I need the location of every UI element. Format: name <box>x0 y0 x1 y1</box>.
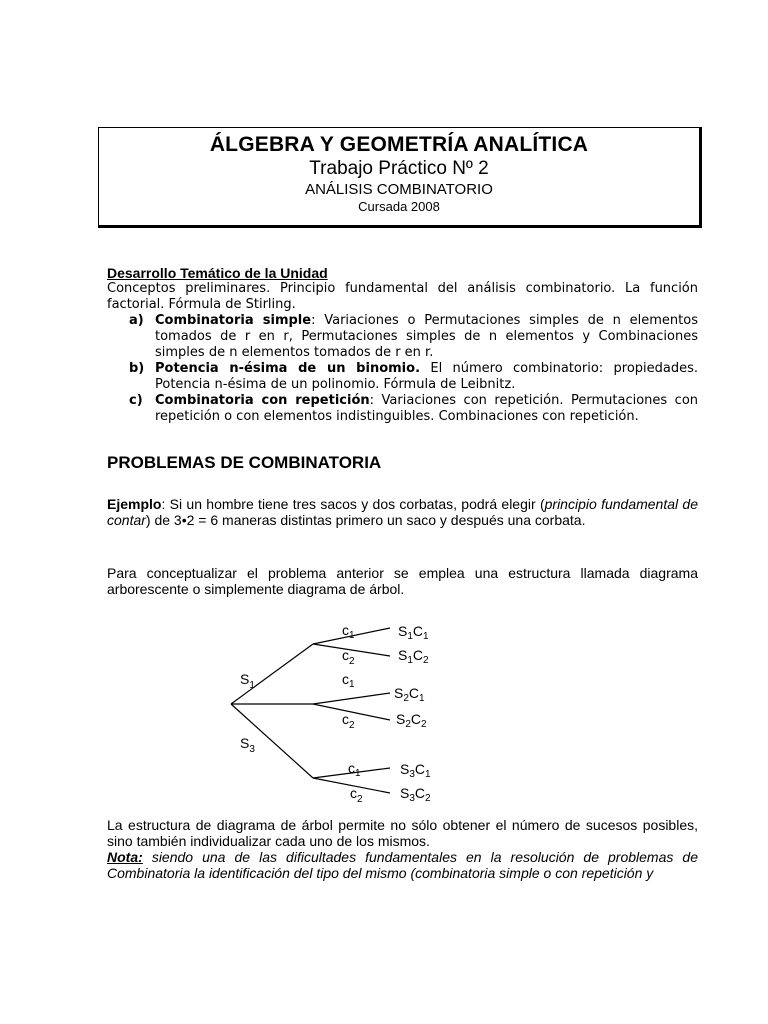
closing-section <box>107 817 698 881</box>
branch-label: $c_2$ <box>342 647 355 667</box>
topic-separator: : <box>311 313 325 328</box>
document-year: Cursada 2008 <box>358 199 440 214</box>
example-text-end: ) de 3•2 = 6 maneras distintas primero un saco y después una corbata. <box>145 512 586 528</box>
note-paragraph <box>107 849 698 881</box>
branch-label: $c_2$ <box>342 711 355 731</box>
branch-label: $c_1$ <box>342 671 355 690</box>
branch-label: $c_1$ <box>348 760 361 779</box>
topic-marker: c) <box>129 393 143 408</box>
note-text: siendo una de las dificultades fundamentales en la resolución de problemas de Combinatoria la identificación del tipo del mismo (combinatoria simple o con repetición y <box>107 849 698 881</box>
tree-leaf: $S_2C_2$ <box>396 711 427 730</box>
topic-label: Combinatoria simple <box>155 313 312 328</box>
topic-text: Variaciones o Permutaciones simples de n elementos tomados de r en r, Permutaciones simples de n elementos y Combinaciones simples de n elementos tomados de r en r. <box>155 313 698 360</box>
topic-marker: b) <box>129 361 145 376</box>
tree-node-s3: $S_3$ <box>240 735 255 755</box>
tree-benefit-paragraph: La estructura de diagrama de árbol permite no sólo obtener el número de sucesos posibles, sino también individualizar cada uno de los mismos. <box>107 817 698 849</box>
tree-leaf: $S_2C_1$ <box>394 685 425 704</box>
topic-label: Potencia n-ésima de un binomio. <box>155 361 421 376</box>
topic-text: El número combinatorio: propiedades. Potencia n-ésima de un polinomio. Fórmula de Leibnitz. <box>155 361 699 392</box>
tree-node-s1: $S_1$ <box>240 671 255 691</box>
branch-label: $c_1$ <box>342 622 355 641</box>
tree-leaf: $S_1C_1$ <box>398 623 429 642</box>
tree-leaf: $S_1C_2$ <box>398 647 429 666</box>
problems-heading: PROBLEMAS DE COMBINATORIA <box>107 453 382 472</box>
tree-leaf: $S_3C_1$ <box>400 761 431 780</box>
development-intro: Conceptos preliminares. Principio fundamental del análisis combinatorio. La función factorial. Fórmula de Stirling. <box>107 281 698 312</box>
topic-marker: a) <box>129 313 144 328</box>
example-italic: principio fundamental de contar <box>107 496 698 528</box>
document-title: ÁLGEBRA Y GEOMETRÍA ANALÍTICA <box>209 133 589 156</box>
topic-separator: : <box>369 393 382 408</box>
topic-text: Variaciones con repetición. Permutaciones con repetición o con elementos indistinguibles. Combinaciones con repetición. <box>155 393 699 424</box>
example-label: Ejemplo <box>107 496 162 512</box>
tree-intro-paragraph: Para conceptualizar el problema anterior se emplea una estructura llamada diagrama arborescente o simplemente diagrama de árbol. <box>107 565 698 597</box>
tree-edge <box>313 693 390 704</box>
document-subtitle: Trabajo Práctico Nº 2 <box>309 158 489 179</box>
branch-label: $c_2$ <box>350 785 363 805</box>
note-label: Nota: <box>107 849 143 865</box>
tree-edge <box>313 644 390 656</box>
example-text-start: : Si un hombre tiene tres sacos y dos corbatas, podrá elegir ( <box>161 496 545 512</box>
tree-leaf: $S_3C_2$ <box>400 785 431 804</box>
tree-edge <box>313 704 390 720</box>
development-title: Desarrollo Temático de la Unidad <box>107 265 328 281</box>
document-topic: ANÁLISIS COMBINATORIO <box>305 181 493 198</box>
topic-label: Combinatoria con repetición <box>155 393 370 408</box>
